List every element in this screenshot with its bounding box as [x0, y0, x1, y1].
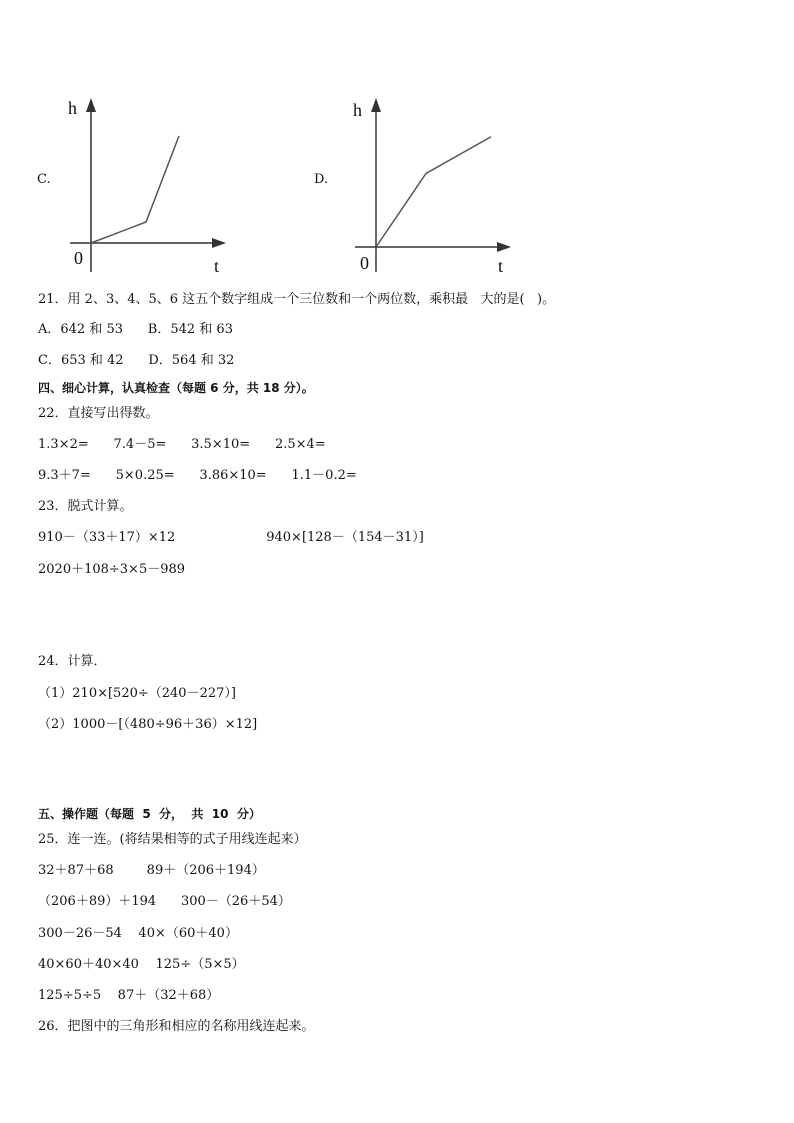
graph-d-origin: 0: [360, 253, 369, 273]
graph-c-line: [91, 136, 179, 243]
graph-c: [60, 92, 240, 277]
q21-options-row2: C．653 和 42 D．564 和 32: [38, 353, 235, 368]
graph-c-y-label: h: [68, 98, 77, 118]
graph-c-x-arrow: [212, 238, 226, 248]
q25-row: 40×60＋40×40 125÷（5×5）: [38, 957, 245, 972]
q24-stem: 24．计算．: [38, 654, 107, 669]
q25-row: 32＋87＋68 89＋（206＋194）: [38, 863, 265, 878]
graph-d-x-arrow: [497, 242, 511, 252]
graph-d-line: [376, 137, 491, 247]
graph-c-x-label: t: [214, 256, 220, 276]
section5-title: 五、操作题（每题 5 分， 共 10 分）: [38, 807, 261, 821]
q21-stem: 21．用 2、3、4、5、6 这五个数字组成一个三位数和一个两位数，乘积最 大的是( )。: [38, 292, 556, 307]
q24-item2: （2）1000－[（480÷96＋36）×12]: [38, 717, 258, 732]
q23-stem: 23．脱式计算。: [38, 499, 133, 514]
graph-c-svg: [60, 92, 240, 277]
q25-row: 300－26－54 40×（60＋40）: [38, 926, 238, 941]
option-c-label: C.: [37, 172, 51, 187]
graph-d: [345, 92, 525, 277]
graph-c-y-arrow: [86, 98, 96, 112]
q23-row1: 910－（33＋17）×12 940×[128－（154－31）]: [38, 530, 424, 545]
q25-stem: 25．连一连。(将结果相等的式子用线连起来）: [38, 832, 307, 847]
q22-row1: 1.3×2= 7.4－5= 3.5×10= 2.5×4=: [38, 437, 326, 452]
q21-options-row1: A．642 和 53 B．542 和 63: [38, 322, 233, 337]
graph-c-origin: 0: [74, 248, 83, 268]
graph-d-y-label: h: [353, 100, 362, 120]
q22-row2: 9.3＋7= 5×0.25= 3.86×10= 1.1－0.2=: [38, 468, 357, 483]
q24-item1: （1）210×[520÷（240－227）]: [38, 686, 236, 701]
graph-d-svg: [345, 92, 525, 277]
q25-row: （206＋89）＋194 300－（26＋54）: [38, 894, 291, 909]
q23-row2: 2020＋108÷3×5－989: [38, 562, 186, 577]
q25-row: 125÷5÷5 87＋（32＋68）: [38, 988, 220, 1003]
graph-d-y-arrow: [371, 98, 381, 112]
graph-d-x-label: t: [498, 256, 504, 276]
option-d-label: D.: [314, 172, 329, 187]
q26-stem: 26．把图中的三角形和相应的名称用线连起来。: [38, 1019, 315, 1034]
section4-title: 四、细心计算，认真检查（每题 6 分，共 18 分）。: [38, 381, 314, 395]
q22-stem: 22．直接写出得数。: [38, 406, 159, 421]
